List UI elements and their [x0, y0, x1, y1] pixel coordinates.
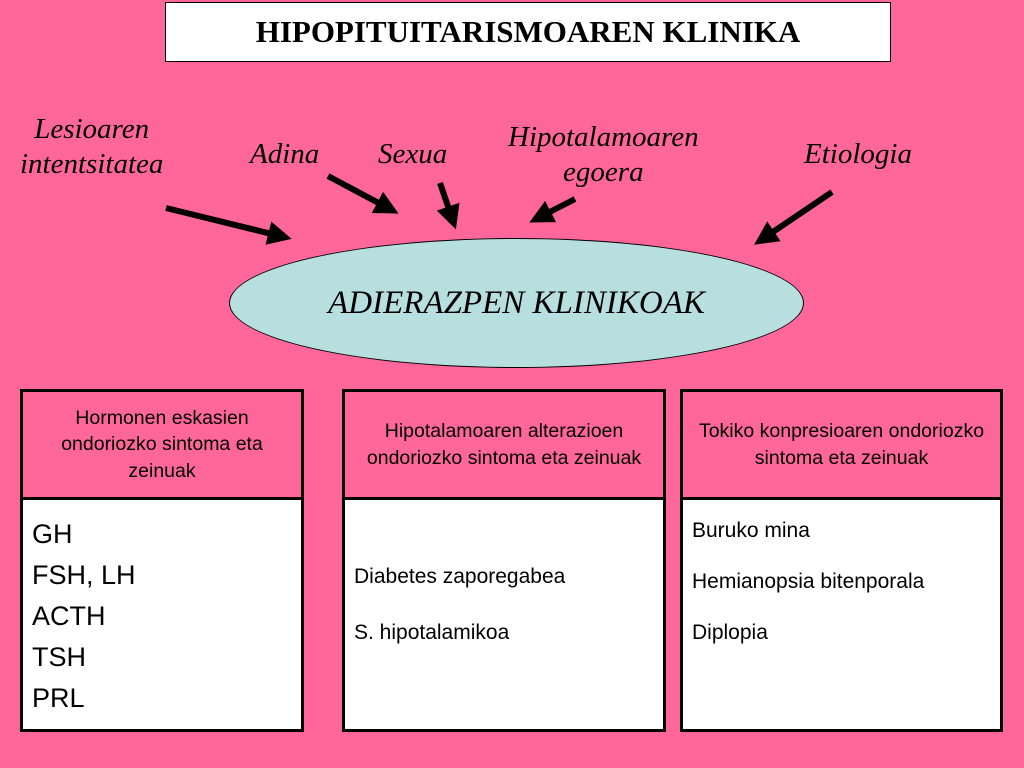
factor-hypothalamus-line-1: Hipotalamoaren	[508, 121, 699, 153]
hypothalamic-list	[354, 564, 565, 676]
arrow-lesion	[166, 208, 280, 236]
diagram-title: HIPOPITUITARISMOAREN KLINIKA	[165, 2, 891, 62]
factor-lesion-line-1: Lesioaren	[34, 113, 150, 145]
list-item: TSH	[32, 642, 86, 672]
column-header: Tokiko konpresioaren ondoriozko sintoma eta zeinuak	[683, 392, 1000, 500]
list-item: Hemianopsia bitenporala	[692, 570, 925, 593]
column-header: Hormonen eskasien ondoriozko sintoma eta zeinuak	[23, 392, 301, 500]
clinical-manifestations-ellipse: ADIERAZPEN KLINIKOAK	[229, 238, 804, 368]
list-item: S. hipotalamikoa	[354, 621, 510, 644]
list-item: PRL	[32, 683, 85, 713]
arrow-hypothalamus	[540, 199, 575, 217]
factor-lesion-intensity	[20, 112, 163, 182]
column-hypothalamic-alterations	[342, 389, 666, 732]
column-body	[683, 500, 1000, 729]
column-hormone-deficits	[20, 389, 304, 732]
factor-hypothalamus-line-2: egoera	[563, 155, 644, 188]
factor-age: Adina	[250, 138, 320, 170]
list-item: GH	[32, 519, 73, 549]
column-local-compression	[680, 389, 1003, 732]
list-item: Diabetes zaporegabea	[354, 565, 566, 588]
column-body	[345, 500, 663, 729]
factor-etiology: Etiologia	[804, 138, 912, 170]
factor-hypothalamus-state	[508, 120, 699, 190]
list-item: Buruko mina	[692, 519, 810, 542]
compression-list	[692, 514, 992, 667]
list-item: Diplopia	[692, 621, 768, 644]
hormone-list	[32, 514, 136, 719]
arrow-sex	[440, 183, 452, 218]
arrow-age	[328, 176, 388, 208]
column-header: Hipotalamoaren alterazioen ondoriozko sintoma eta zeinuak	[345, 392, 663, 500]
list-item: FSH, LH	[32, 560, 136, 590]
factor-sex: Sexua	[378, 138, 448, 170]
arrow-etiology	[764, 192, 832, 238]
column-body	[23, 500, 301, 729]
factor-lesion-line-2: intentsitatea	[20, 147, 164, 180]
list-item: ACTH	[32, 601, 106, 631]
